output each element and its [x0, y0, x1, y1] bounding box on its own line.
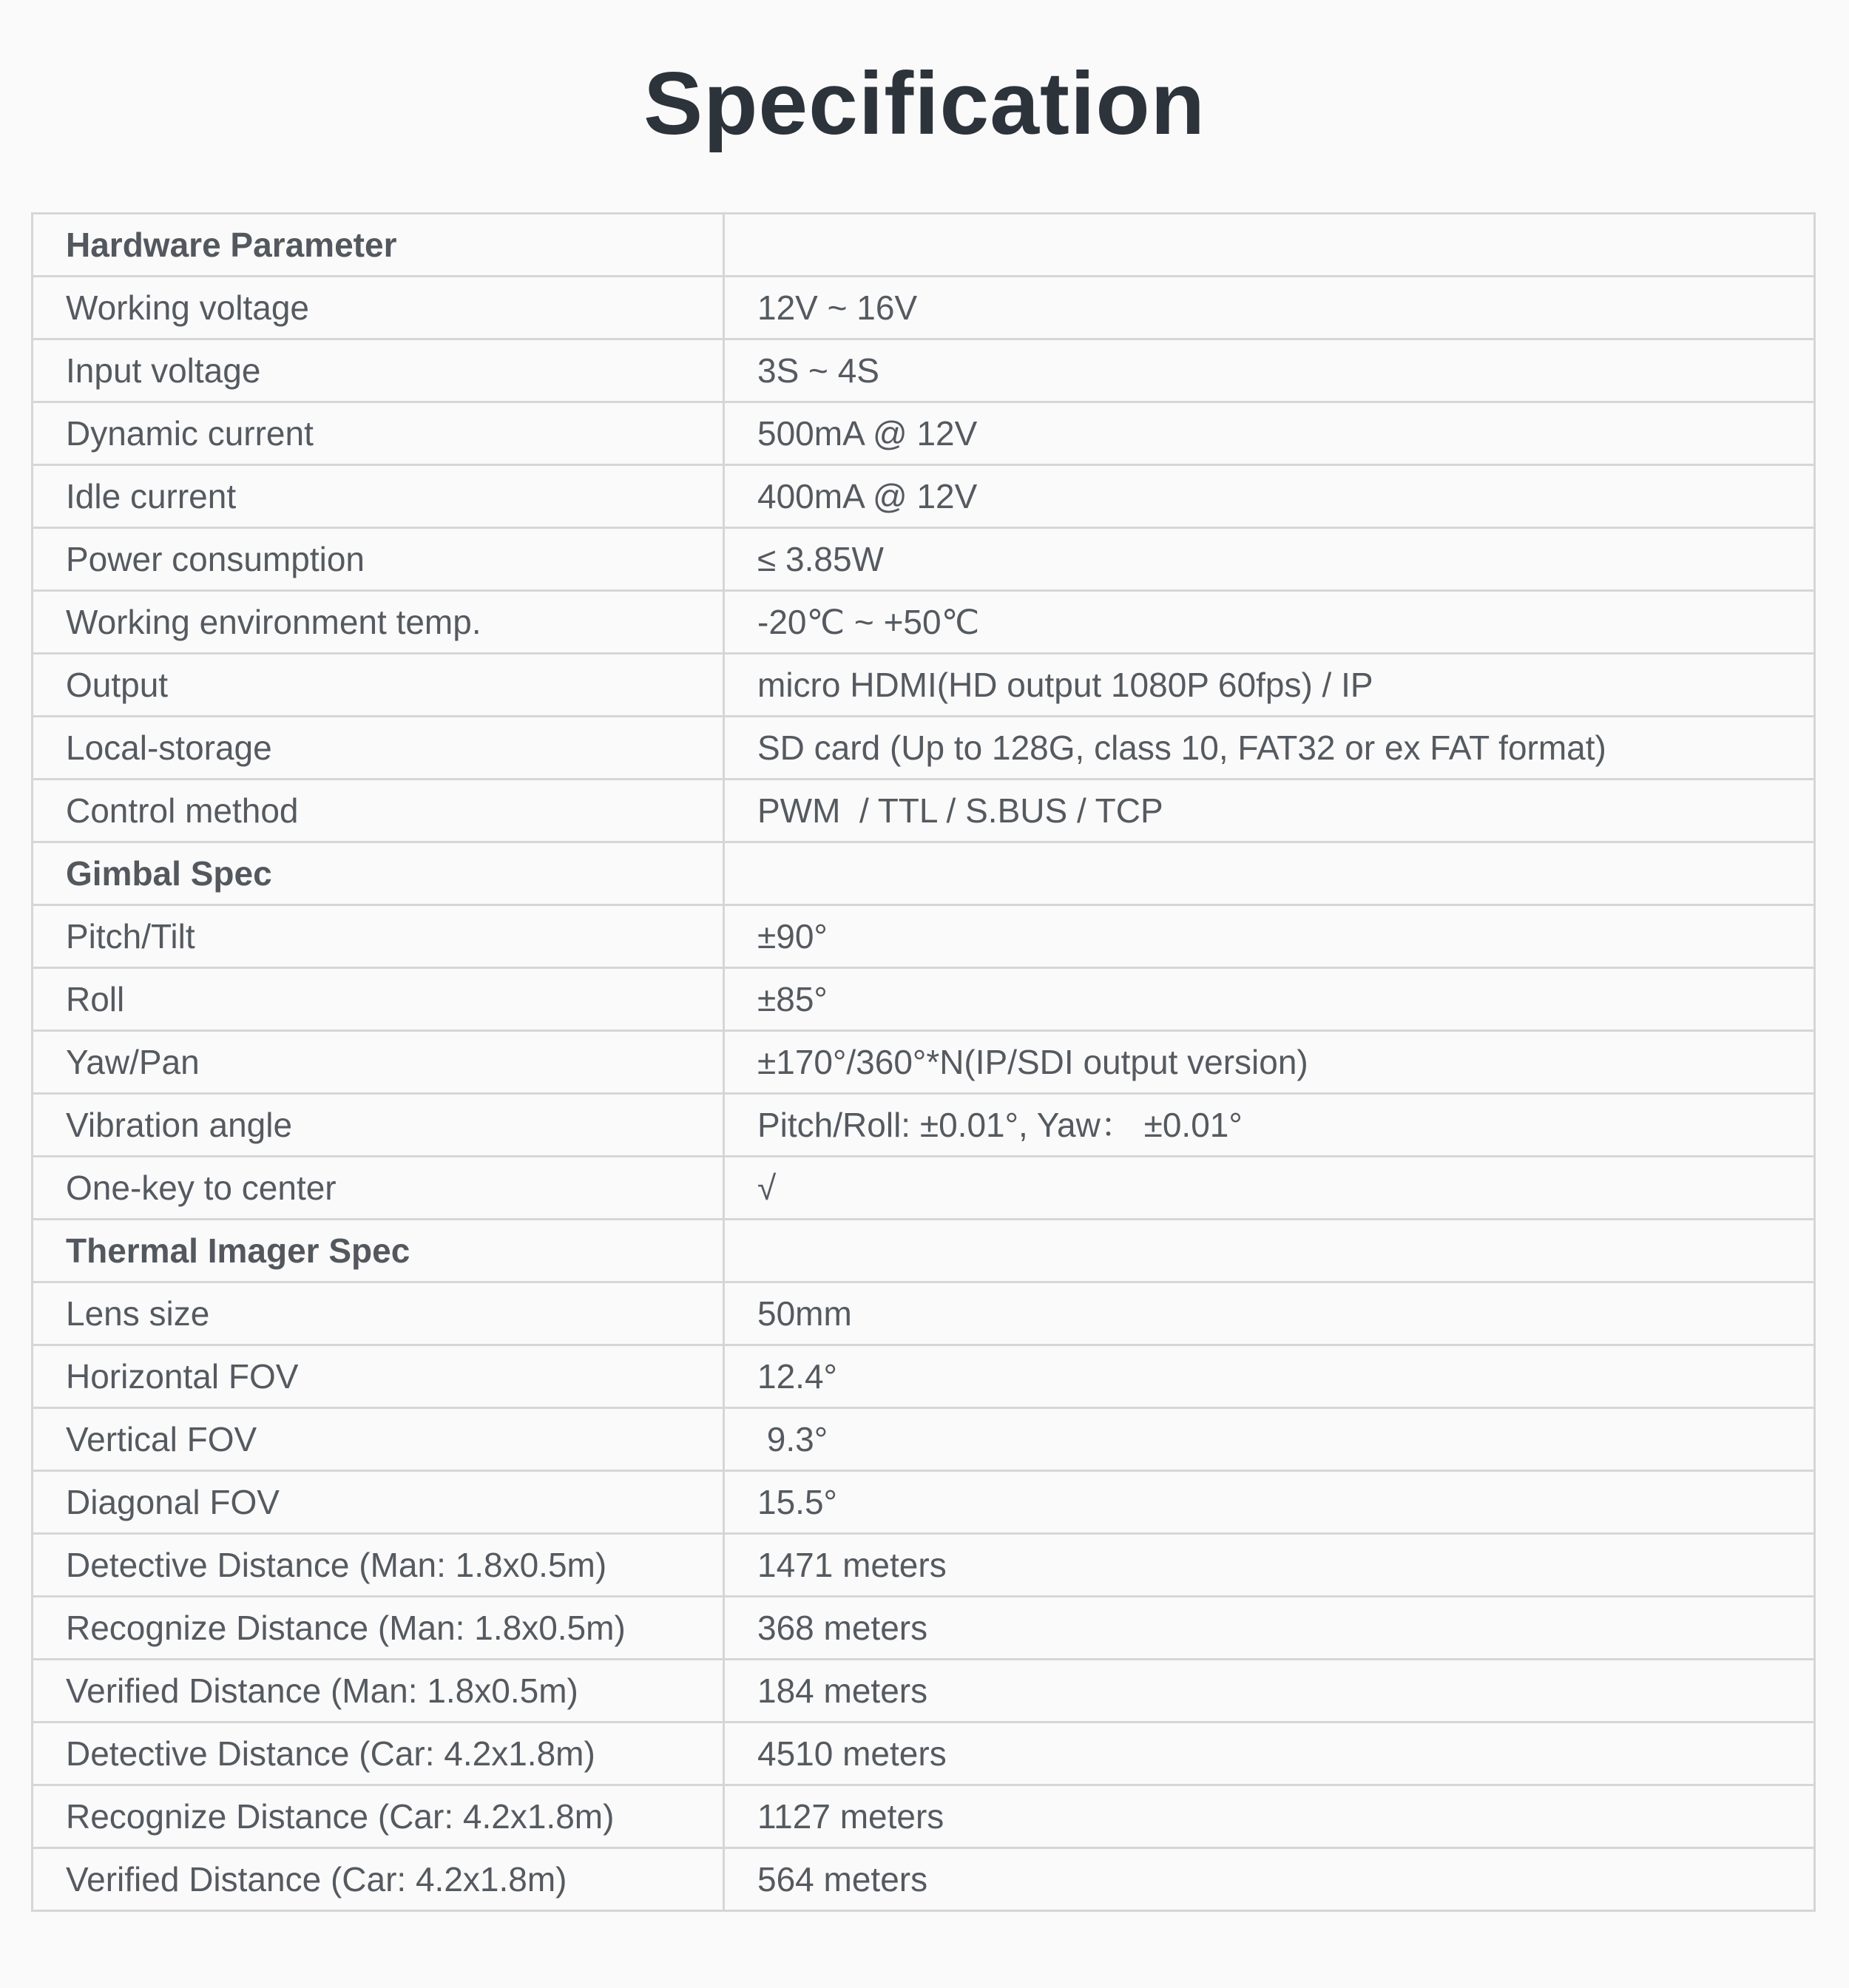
table-row — [33, 968, 1815, 1031]
section-title: Hardware Parameter — [33, 214, 724, 277]
parameter-value: -20℃ ~ +50℃ — [724, 591, 1815, 654]
parameter-label: Detective Distance (Car: 4.2x1.8m) — [33, 1722, 724, 1785]
parameter-label: Local-storage — [33, 717, 724, 780]
parameter-value: micro HDMI(HD output 1080P 60fps) / IP — [724, 654, 1815, 717]
parameter-label: Yaw/Pan — [33, 1031, 724, 1094]
parameter-label: Recognize Distance (Car: 4.2x1.8m) — [33, 1785, 724, 1848]
parameter-label: Control method — [33, 780, 724, 842]
parameter-value: 9.3° — [724, 1408, 1815, 1471]
table-row — [33, 465, 1815, 528]
parameter-value: 1127 meters — [724, 1785, 1815, 1848]
table-row — [33, 1345, 1815, 1408]
parameter-value: 12V ~ 16V — [724, 277, 1815, 339]
table-row — [33, 654, 1815, 717]
table-row — [33, 780, 1815, 842]
parameter-value: 50mm — [724, 1282, 1815, 1345]
table-row — [33, 277, 1815, 339]
table-row — [33, 1597, 1815, 1660]
parameter-value: 368 meters — [724, 1597, 1815, 1660]
table-row — [33, 717, 1815, 780]
section-title: Gimbal Spec — [33, 842, 724, 905]
table-row — [33, 905, 1815, 968]
parameter-value: 184 meters — [724, 1660, 1815, 1722]
parameter-value — [724, 842, 1815, 905]
parameter-label: Horizontal FOV — [33, 1345, 724, 1408]
parameter-value: Pitch/Roll: ±0.01°, Yaw： ±0.01° — [724, 1094, 1815, 1157]
table-row — [33, 1094, 1815, 1157]
table-row — [33, 528, 1815, 591]
parameter-label: Dynamic current — [33, 402, 724, 465]
section-header-row — [33, 1220, 1815, 1282]
table-row — [33, 1660, 1815, 1722]
spec-table — [31, 212, 1816, 1912]
parameter-label: Detective Distance (Man: 1.8x0.5m) — [33, 1534, 724, 1597]
parameter-value: ±90° — [724, 905, 1815, 968]
parameter-value: √ — [724, 1157, 1815, 1220]
parameter-label: Roll — [33, 968, 724, 1031]
parameter-value — [724, 1220, 1815, 1282]
parameter-label: Pitch/Tilt — [33, 905, 724, 968]
page-title: Specification — [643, 54, 1206, 153]
parameter-label: Verified Distance (Car: 4.2x1.8m) — [33, 1848, 724, 1911]
parameter-label: Working environment temp. — [33, 591, 724, 654]
parameter-value: ±170°/360°*N(IP/SDI output version) — [724, 1031, 1815, 1094]
parameter-value: 3S ~ 4S — [724, 339, 1815, 402]
section-header-row — [33, 842, 1815, 905]
parameter-value: 500mA @ 12V — [724, 402, 1815, 465]
table-row — [33, 1722, 1815, 1785]
table-row — [33, 591, 1815, 654]
parameter-label: Verified Distance (Man: 1.8x0.5m) — [33, 1660, 724, 1722]
parameter-value: 4510 meters — [724, 1722, 1815, 1785]
table-row — [33, 1408, 1815, 1471]
section-title: Thermal Imager Spec — [33, 1220, 724, 1282]
table-row — [33, 1157, 1815, 1220]
parameter-value: ±85° — [724, 968, 1815, 1031]
table-row — [33, 1848, 1815, 1911]
table-row — [33, 1031, 1815, 1094]
parameter-label: Output — [33, 654, 724, 717]
parameter-label: Lens size — [33, 1282, 724, 1345]
parameter-value — [724, 214, 1815, 277]
parameter-label: Recognize Distance (Man: 1.8x0.5m) — [33, 1597, 724, 1660]
table-row — [33, 402, 1815, 465]
table-row — [33, 1785, 1815, 1848]
table-row — [33, 1282, 1815, 1345]
table-row — [33, 1471, 1815, 1534]
parameter-label: Input voltage — [33, 339, 724, 402]
parameter-label: Vertical FOV — [33, 1408, 724, 1471]
parameter-value: SD card (Up to 128G, class 10, FAT32 or ex FAT format) — [724, 717, 1815, 780]
table-row — [33, 1534, 1815, 1597]
parameter-value: PWM / TTL / S.BUS / TCP — [724, 780, 1815, 842]
parameter-label: Diagonal FOV — [33, 1471, 724, 1534]
parameter-label: Working voltage — [33, 277, 724, 339]
parameter-label: Power consumption — [33, 528, 724, 591]
spec-table-body — [33, 214, 1815, 1911]
parameter-label: One-key to center — [33, 1157, 724, 1220]
parameter-value: 12.4° — [724, 1345, 1815, 1408]
parameter-value: 400mA @ 12V — [724, 465, 1815, 528]
section-header-row — [33, 214, 1815, 277]
parameter-label: Idle current — [33, 465, 724, 528]
table-row — [33, 339, 1815, 402]
parameter-value: 1471 meters — [724, 1534, 1815, 1597]
parameter-value: ≤ 3.85W — [724, 528, 1815, 591]
parameter-value: 15.5° — [724, 1471, 1815, 1534]
parameter-value: 564 meters — [724, 1848, 1815, 1911]
parameter-label: Vibration angle — [33, 1094, 724, 1157]
